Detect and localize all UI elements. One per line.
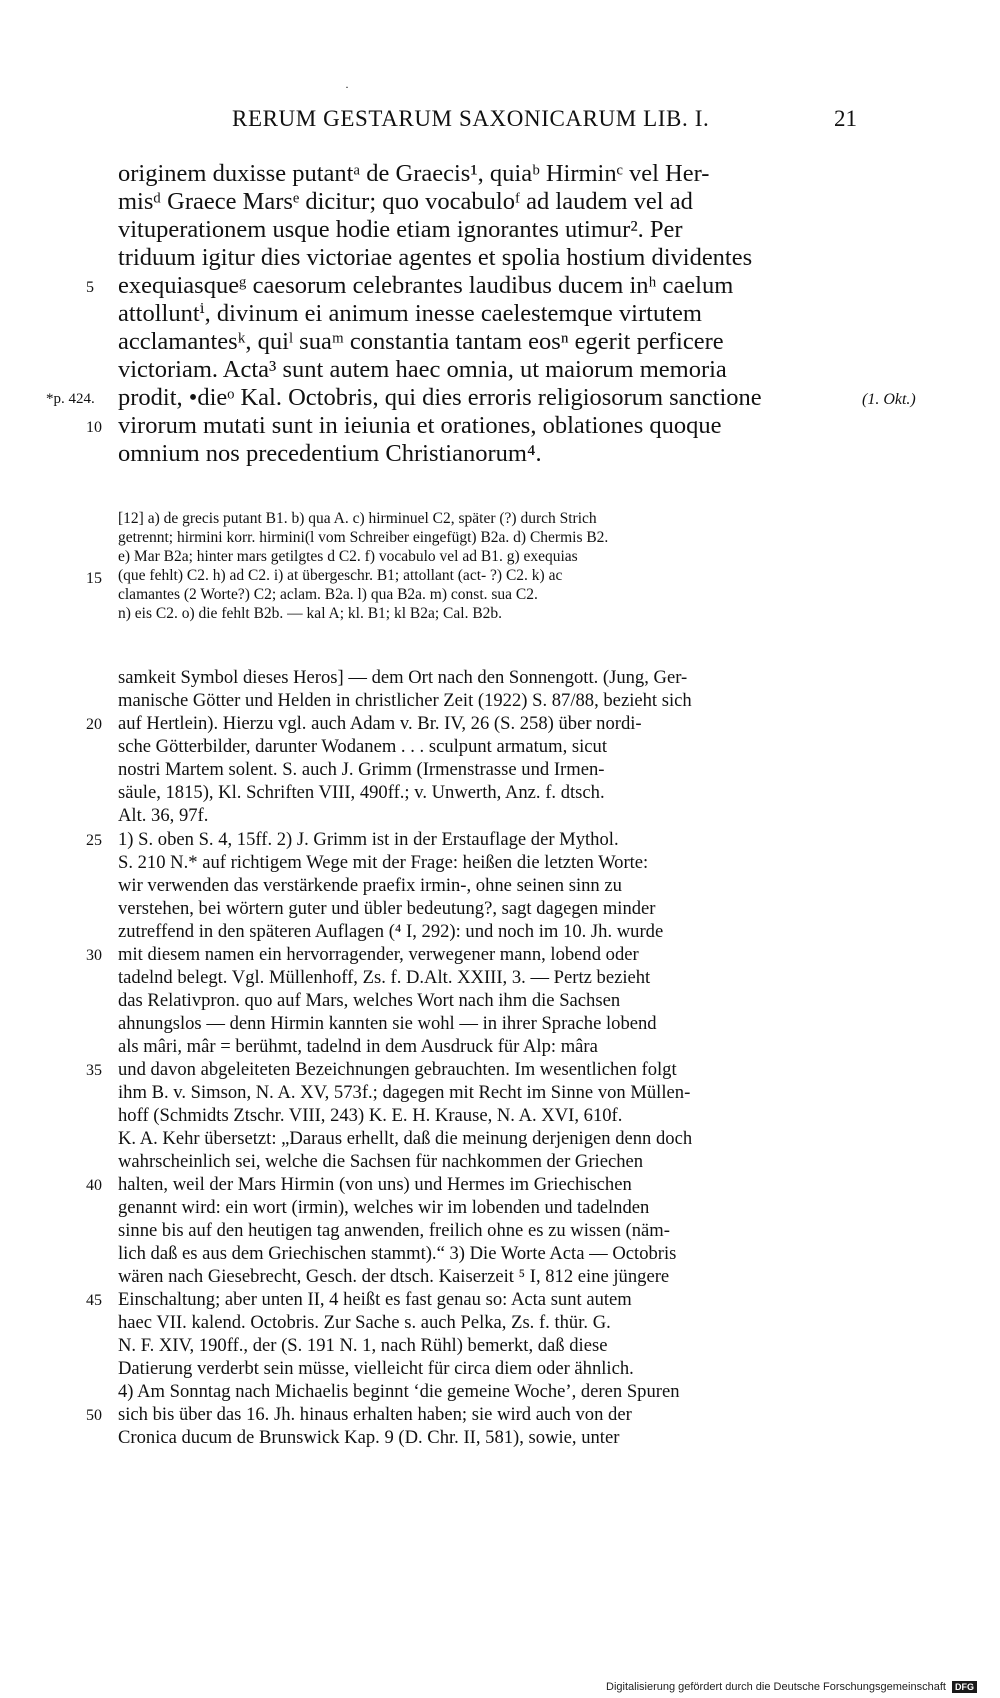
note-line: ihm B. v. Simson, N. A. XV, 573f.; dagegen mit Recht im Sinne von Müllen- — [118, 1082, 691, 1103]
note-line: Einschaltung; aber unten II, 4 heißt es fast genau so: Acta sunt autem — [118, 1289, 632, 1310]
text-line: acclamantesᵏ, quiˡ suaᵐ constantia tantam eosⁿ egerit perficere — [118, 328, 724, 355]
note-line: säule, 1815), Kl. Schriften VIII, 490ff.; v. Unwerth, Anz. f. dtsch. — [118, 782, 605, 803]
note-line: S. 210 N.* auf richtigem Wege mit der Frage: heißen die letzten Worte: — [118, 852, 649, 873]
page-number: 21 — [834, 106, 857, 131]
print-mark: · — [345, 80, 349, 94]
line-number: 35 — [86, 1062, 102, 1079]
note-line: lich daß es aus dem Griechischen stammt).“ 3) Die Worte Acta — Octobris — [118, 1243, 677, 1264]
note-line: sche Götterbilder, darunter Wodanem . . . sculpunt armatum, sicut — [118, 736, 607, 757]
note-line: tadelnd belegt. Vgl. Müllenhoff, Zs. f. D.Alt. XXIII, 3. — Pertz bezieht — [118, 967, 651, 988]
text-line: misᵈ Graece Marsᵉ dicitur; quo vocabuloᶠ ad laudem vel ad — [118, 188, 693, 215]
line-number: 25 — [86, 832, 102, 849]
running-header — [232, 106, 857, 136]
line-number: 15 — [86, 570, 102, 587]
note-line: hoff (Schmidts Ztschr. VIII, 243) K. E. H. Krause, N. A. XVI, 610f. — [118, 1105, 623, 1126]
note-line: das Relativpron. quo auf Mars, welches Wort nach ihm die Sachsen — [118, 990, 621, 1011]
note-line: haec VII. kalend. Octobris. Zur Sache s. auch Pelka, Zs. f. thür. G. — [118, 1312, 611, 1333]
note-line: verstehen, bei wörtern guter und übler bedeutung?, sagt dagegen minder — [118, 898, 656, 919]
text-line: exequiasqueᵍ caesorum celebrantes laudibus ducem inʰ caelum — [118, 272, 734, 299]
line-number: 20 — [86, 716, 102, 733]
note-line: und davon abgeleiteten Bezeichnungen gebrauchten. Im wesentlichen folgt — [118, 1059, 677, 1080]
text-line: triduum igitur dies victoriae agentes et spolia hostium dividentes — [118, 244, 753, 271]
note-line: Cronica ducum de Brunswick Kap. 9 (D. Chr. II, 581), sowie, unter — [118, 1427, 620, 1448]
note-line: sich bis über das 16. Jh. hinaus erhalten haben; sie wird auch von der — [118, 1404, 632, 1425]
note-line: Datierung verderbt sein müsse, vielleicht für circa diem oder ähnlich. — [118, 1358, 634, 1379]
running-title: RERUM GESTARUM SAXONICARUM LIB. I. — [232, 106, 710, 131]
line-number: 30 — [86, 947, 102, 964]
note-line: N. F. XIV, 190ff., der (S. 191 N. 1, nach Rühl) bemerkt, daß diese — [118, 1335, 608, 1356]
note-line: genannt wird: ein wort (irmin), welches wir im lobenden und tadelnden — [118, 1197, 650, 1218]
line-number: 45 — [86, 1292, 102, 1309]
note-line: auf Hertlein). Hierzu vgl. auch Adam v. Br. IV, 26 (S. 258) über nordi- — [118, 713, 642, 734]
dfg-logo: DFG — [952, 1681, 977, 1693]
note-line: halten, weil der Mars Hirmin (von uns) und Hermes im Griechischen — [118, 1174, 632, 1195]
apparatus-line: getrennt; hirmini korr. hirmini(l vom Schreiber eingefügt) B2a. d) Chermis B2. — [118, 529, 609, 546]
text-line: originem duxisse putantᵃ de Graecis¹, quiaᵇ Hirminᶜ vel Her- — [118, 160, 710, 187]
note-line: ahnungslos — denn Hirmin kannten sie wohl — in ihrer Sprache lobend — [118, 1013, 657, 1034]
note-line: samkeit Symbol dieses Heros] — dem Ort nach den Sonnengott. (Jung, Ger- — [118, 667, 688, 688]
note-line: als mâri, mâr = berühmt, tadelnd in dem Ausdruck für Alp: mâra — [118, 1036, 598, 1057]
credit-text: Digitalisierung gefördert durch die Deutsche Forschungsgemeinschaft — [606, 1681, 946, 1693]
text-line: prodit, •dieᵒ Kal. Octobris, qui dies erroris religiosorum sanctione — [118, 384, 762, 411]
note-line: zutreffend in den späteren Auflagen (⁴ I, 292): und noch im 10. Jh. wurde — [118, 921, 664, 942]
text-line: omnium nos precedentium Christianorum⁴. — [118, 440, 542, 467]
note-line: wahrscheinlich sei, welche die Sachsen für nachkommen der Griechen — [118, 1151, 644, 1172]
apparatus-line: n) eis C2. o) die fehlt B2b. — kal A; kl. B1; kl B2a; Cal. B2b. — [118, 605, 503, 622]
apparatus-line: e) Mar B2a; hinter mars getilgtes d C2. f) vocabulo vel ad B1. g) exequias — [118, 548, 578, 565]
note-line: wir verwenden das verstärkende praefix irmin-, ohne seinen sinn zu — [118, 875, 622, 896]
note-line: mit diesem namen ein hervorragender, verwegener mann, lobend oder — [118, 944, 639, 965]
text-line: vituperationem usque hodie etiam ignorantes utimur². Per — [118, 216, 683, 243]
line-number: 40 — [86, 1177, 102, 1194]
text-line: attolluntⁱ, divinum ei animum inesse caelestemque virtutem — [118, 300, 702, 327]
note-line: wären nach Giesebrecht, Gesch. der dtsch. Kaiserzeit ⁵ I, 812 eine jüngere — [118, 1266, 670, 1287]
note-line: manische Götter und Helden in christlicher Zeit (1922) S. 87/88, bezieht sich — [118, 690, 692, 711]
note-line: 4) Am Sonntag nach Michaelis beginnt ‘die gemeine Woche’, deren Spuren — [118, 1381, 680, 1402]
apparatus-line: (que fehlt) C2. h) ad C2. i) at übergeschr. B1; attollant (act- ?) C2. k) ac — [118, 567, 563, 584]
apparatus-line: [12] a) de grecis putant B1. b) qua A. c) hirminuel C2, später (?) durch Strich — [118, 510, 597, 527]
margin-page-reference: *p. 424. — [46, 391, 95, 407]
note-line: 1) S. oben S. 4, 15ff. 2) J. Grimm ist in der Erstauflage der Mythol. — [118, 829, 619, 850]
note-line: nostri Martem solent. S. auch J. Grimm (Irmenstrasse und Irmen- — [118, 759, 605, 780]
note-line: K. A. Kehr übersetzt: „Daraus erhellt, daß die meinung derjenigen denn doch — [118, 1128, 693, 1149]
note-line: Alt. 36, 97f. — [118, 805, 209, 826]
apparatus-line: clamantes (2 Worte?) C2; aclam. B2a. l) qua B2a. m) const. sua C2. — [118, 586, 538, 603]
text-line: virorum mutati sunt in ieiunia et orationes, oblationes quoque — [118, 412, 722, 439]
line-number: 10 — [86, 419, 102, 436]
note-line: sinne bis auf den heutigen tag anwenden, freilich ohne es zu wissen (näm- — [118, 1220, 670, 1241]
margin-date-note: (1. Okt.) — [862, 391, 916, 408]
line-number: 5 — [86, 279, 94, 296]
digitization-credit — [606, 1681, 977, 1693]
line-number: 50 — [86, 1407, 102, 1424]
text-line: victoriam. Acta³ sunt autem haec omnia, ut maiorum memoria — [118, 356, 727, 383]
